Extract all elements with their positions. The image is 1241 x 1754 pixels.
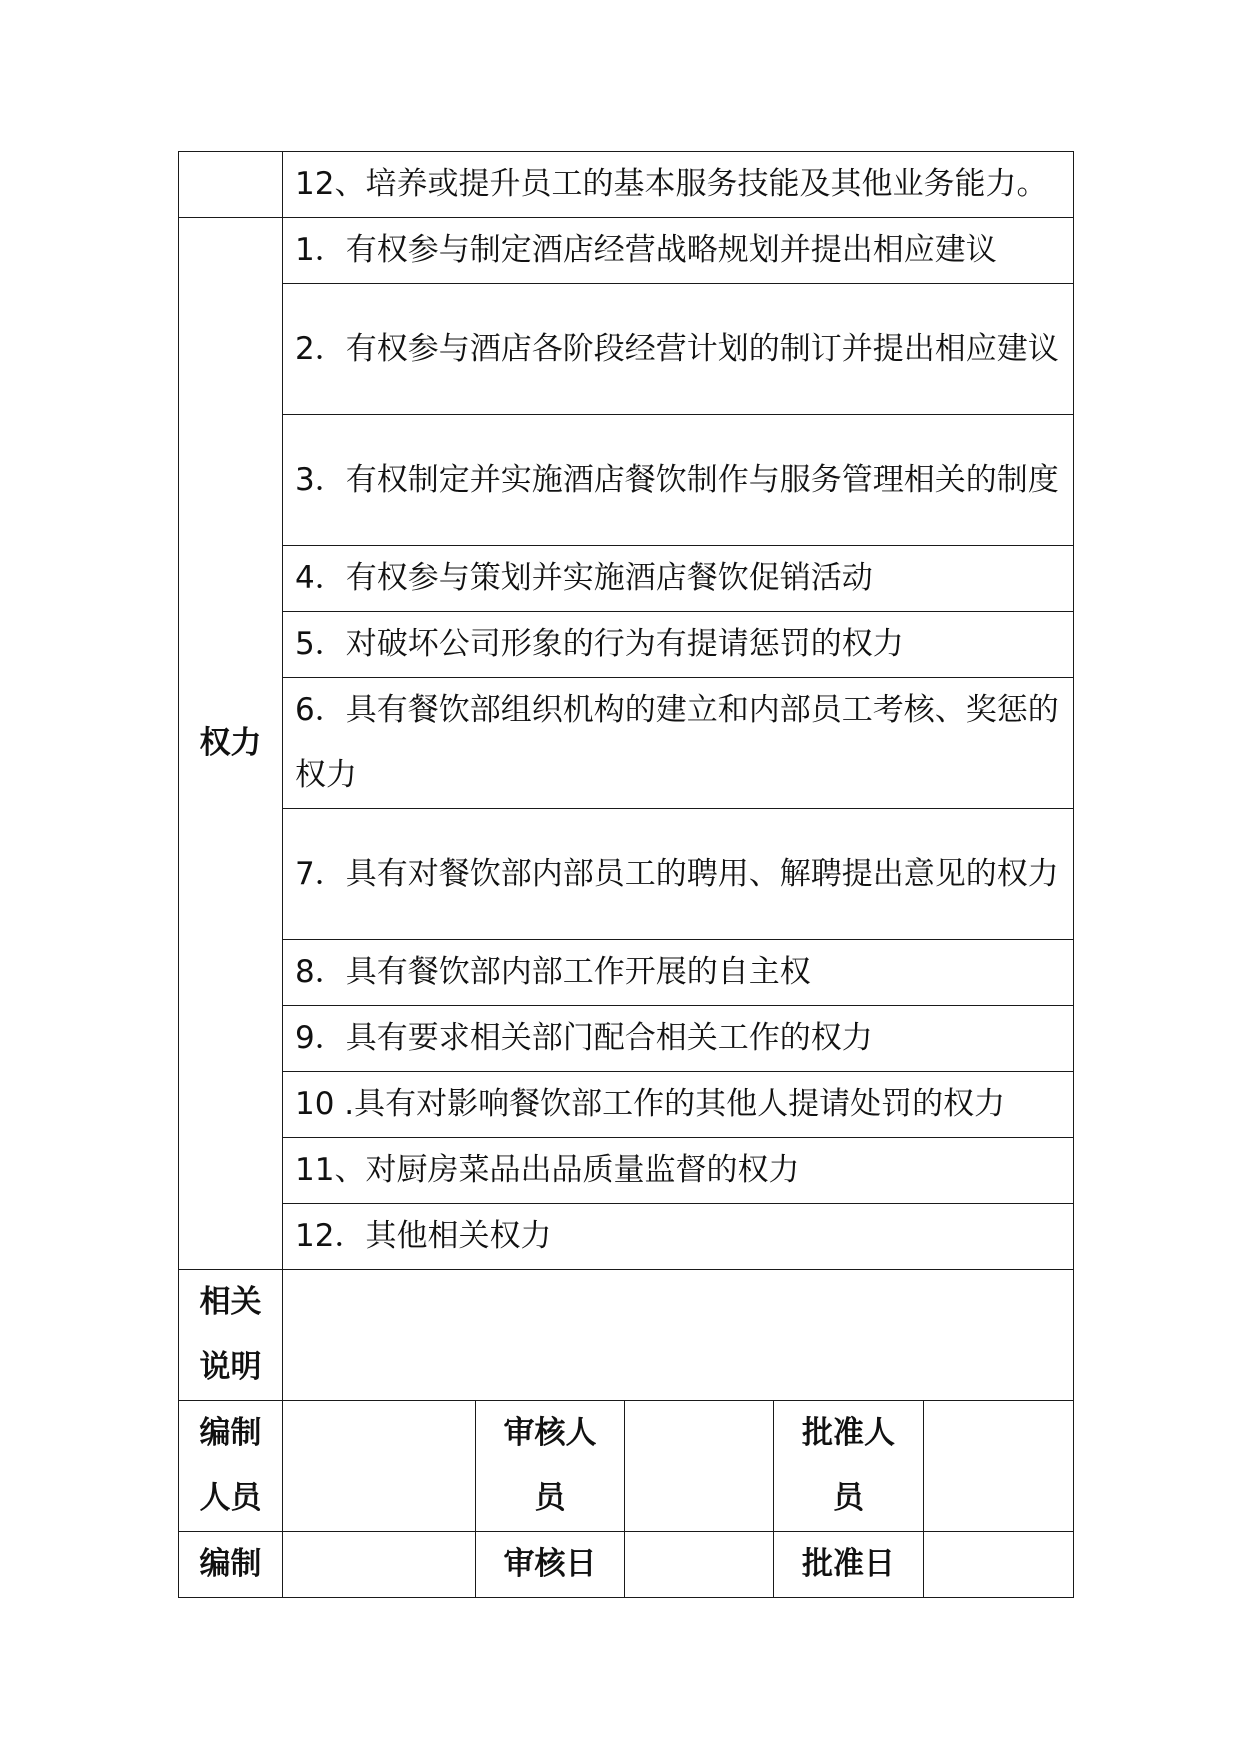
table-row: [179, 1006, 1074, 1072]
power-item: 2．有权参与酒店各阶段经营计划的制订并提出相应建议: [283, 284, 1074, 415]
approver-label-line: 批准人: [802, 1415, 895, 1451]
reviewer-label: [476, 1401, 625, 1532]
reviewer-label-line: 员: [534, 1480, 566, 1516]
power-item: 8．具有餐饮部内部工作开展的自主权: [283, 940, 1074, 1006]
editor-label-line: 编制: [199, 1415, 262, 1451]
table-row: [179, 152, 1074, 218]
responsibility-item: 12、培养或提升员工的基本服务技能及其他业务能力。: [283, 152, 1074, 218]
notes-label-line: 说明: [199, 1349, 262, 1385]
table-row: [179, 612, 1074, 678]
table-row: [179, 415, 1074, 546]
approve-date-value: [924, 1532, 1074, 1598]
table-row: [179, 1204, 1074, 1270]
approver-label-line: 员: [833, 1480, 864, 1516]
power-item: 5．对破坏公司形象的行为有提请惩罚的权力: [283, 612, 1074, 678]
table-row: [179, 1270, 1074, 1401]
editor-label-line: 人员: [199, 1480, 262, 1516]
table-row: [179, 546, 1074, 612]
power-item: 10 .具有对影响餐饮部工作的其他人提请处罚的权力: [283, 1072, 1074, 1138]
power-item: 7．具有对餐饮部内部员工的聘用、解聘提出意见的权力: [283, 809, 1074, 940]
table-row: [179, 218, 1074, 284]
edit-date-value: [283, 1532, 476, 1598]
table-row: [179, 678, 1074, 809]
editor-label: [179, 1401, 283, 1532]
table-row: [179, 940, 1074, 1006]
power-item: 4．有权参与策划并实施酒店餐饮促销活动: [283, 546, 1074, 612]
notes-value: [283, 1270, 1074, 1401]
table-row: [179, 1532, 1074, 1598]
power-label: 权力: [179, 218, 283, 1270]
edit-date-label: 编制: [179, 1532, 283, 1598]
approve-date-label: 批准日: [774, 1532, 924, 1598]
table-row: [179, 1401, 1074, 1532]
reviewer-label-line: 审核人: [503, 1415, 597, 1451]
power-item: 9．具有要求相关部门配合相关工作的权力: [283, 1006, 1074, 1072]
table-row: [179, 284, 1074, 415]
approver-value: [924, 1401, 1074, 1532]
continued-label-cell: [179, 152, 283, 218]
table-row: [179, 1138, 1074, 1204]
approver-label: [774, 1401, 924, 1532]
notes-label: [179, 1270, 283, 1401]
review-date-value: [625, 1532, 774, 1598]
power-item: 6．具有餐饮部组织机构的建立和内部员工考核、奖惩的权力: [283, 678, 1074, 809]
power-item: 1．有权参与制定酒店经营战略规划并提出相应建议: [283, 218, 1074, 284]
review-date-label: 审核日: [476, 1532, 625, 1598]
notes-label-line: 相关: [199, 1284, 262, 1320]
reviewer-value: [625, 1401, 774, 1532]
table-row: [179, 809, 1074, 940]
job-description-table: [178, 151, 1074, 1598]
power-item: 12．其他相关权力: [283, 1204, 1074, 1270]
table-row: [179, 1072, 1074, 1138]
power-item: 11、对厨房菜品出品质量监督的权力: [283, 1138, 1074, 1204]
editor-value: [283, 1401, 476, 1532]
power-item: 3．有权制定并实施酒店餐饮制作与服务管理相关的制度: [283, 415, 1074, 546]
